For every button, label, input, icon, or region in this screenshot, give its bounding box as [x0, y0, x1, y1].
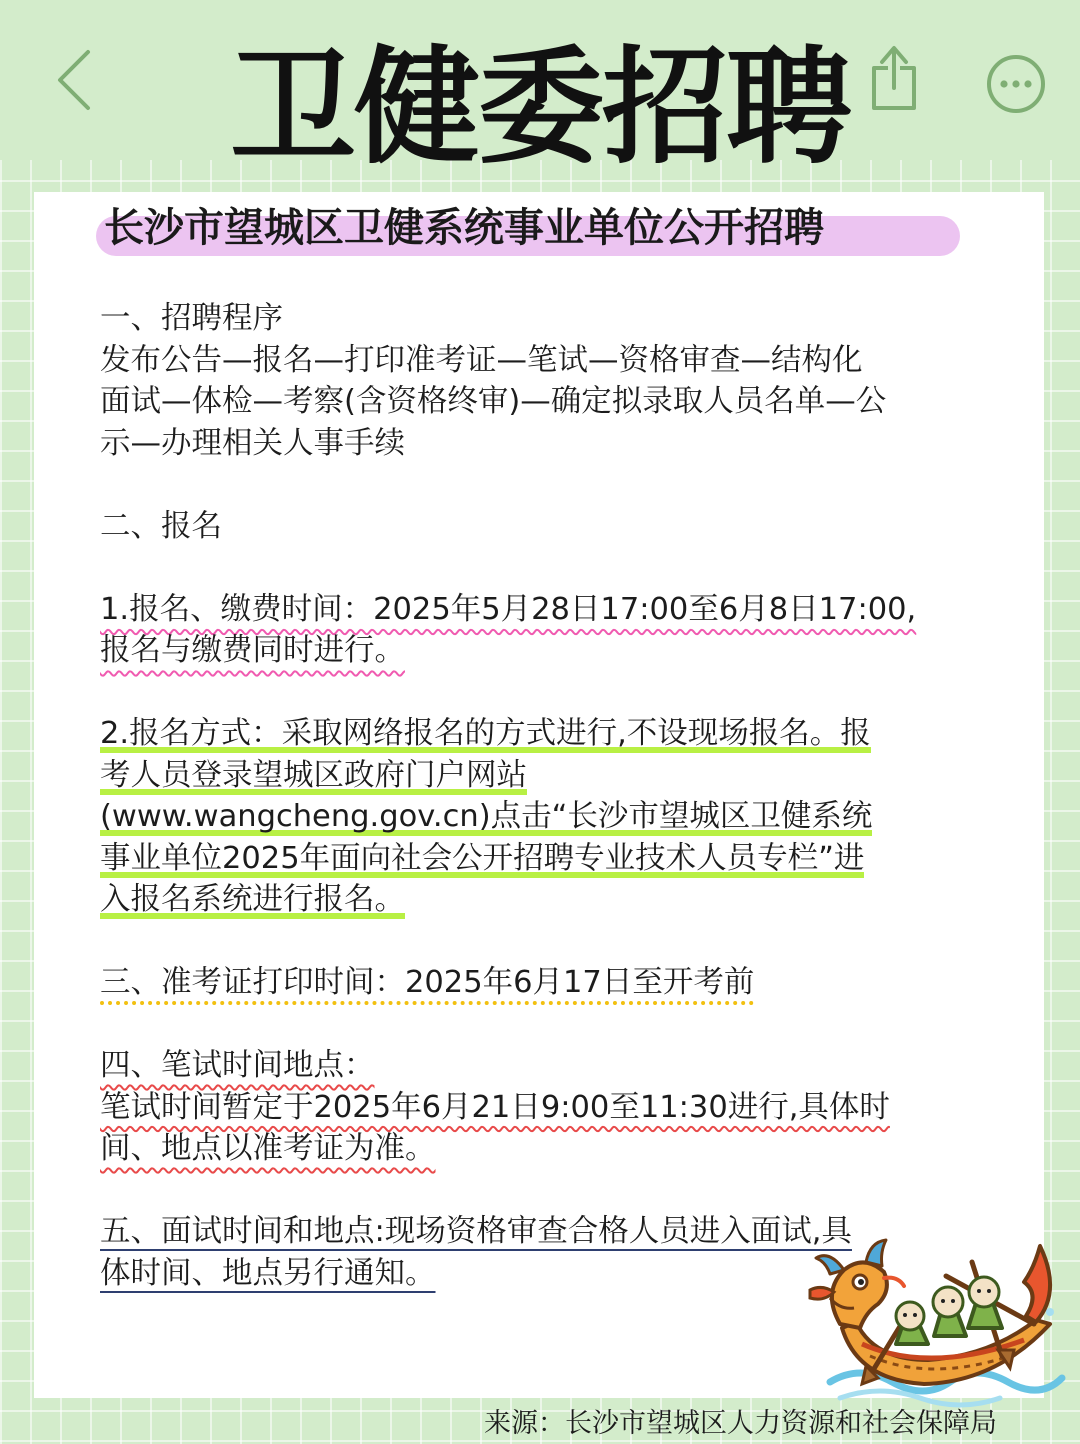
written-exam-line: 四、笔试时间地点：	[100, 1048, 375, 1083]
signup-method-line: 2.报名方式：采取网络报名的方式进行,不设现场报名。报	[100, 716, 871, 751]
interview-line: 体时间、地点另行通知。	[100, 1255, 436, 1291]
procedure-line: 面试—体检—考察(含资格终审)—确定拟录取人员名单—公	[100, 384, 887, 419]
signup-time-line: 1.报名、缴费时间：2025年5月28日17:00至6月8日17:00,	[100, 591, 917, 627]
more-horizontal-icon[interactable]	[986, 54, 1046, 114]
dragon-boat-illustration	[800, 1232, 1068, 1408]
procedure-line: 发布公告—报名—打印准考证—笔试—资格审查—结构化	[100, 342, 863, 378]
page-title: 卫健委招聘	[230, 34, 850, 181]
signup-method-line: (www.wangcheng.gov.cn)点击“长沙市望城区卫健系统	[100, 799, 873, 834]
subtitle-block	[96, 198, 964, 262]
signup-method-line: 入报名系统进行报名。	[100, 882, 405, 917]
signup-method-line: 考人员登录望城区政府门户网站	[100, 757, 527, 793]
procedure-line: 示—办理相关人事手续	[100, 425, 405, 461]
article-body	[100, 298, 1000, 1294]
source-note: 来源：长沙市望城区人力资源和社会保障局	[484, 1408, 997, 1439]
subtitle: 长沙市望城区卫健系统事业单位公开招聘	[104, 205, 824, 251]
ticket-print-line: 三、准考证打印时间：2025年6月17日至开考前	[100, 965, 755, 1000]
signup-time-paragraph	[100, 589, 1000, 672]
interview-line: 五、面试时间和地点:现场资格审查合格人员进入面试,具	[100, 1214, 852, 1249]
chevron-left-icon[interactable]	[52, 48, 96, 112]
procedure-heading: 一、招聘程序	[100, 301, 283, 336]
signup-heading: 二、报名	[100, 508, 222, 544]
signup-method-paragraph	[100, 713, 1000, 921]
written-exam-line: 笔试时间暂定于2025年6月21日9:00至11:30进行,具体时	[100, 1089, 890, 1125]
written-exam-line: 间、地点以准考证为准。	[100, 1131, 436, 1166]
written-exam-paragraph	[100, 1045, 1000, 1170]
signup-method-line: 事业单位2025年面向社会公开招聘专业技术人员专栏”进	[100, 840, 865, 876]
signup-time-line: 报名与缴费同时进行。	[100, 633, 405, 668]
